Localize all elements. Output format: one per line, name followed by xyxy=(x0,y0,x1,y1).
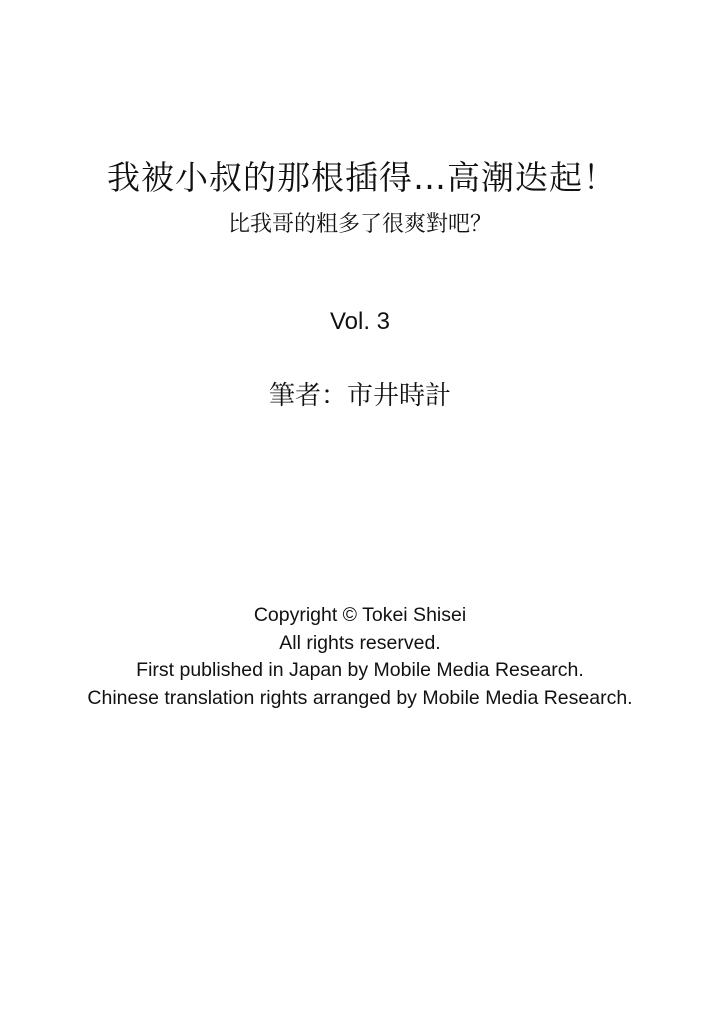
copyright-line: Copyright © Tokei Shisei xyxy=(253,604,467,626)
author-credit: 筆者：市井時計 xyxy=(268,381,451,411)
publication-line: First published in Japan by Mobile Media Research. xyxy=(136,659,584,681)
volume-number: Vol. 3 xyxy=(329,308,391,335)
book-title: 我被小叔的那根插得…高潮迭起！ xyxy=(107,158,617,197)
book-subtitle: 比我哥的粗多了很爽對吧？ xyxy=(227,212,492,237)
rights-line: All rights reserved. xyxy=(279,631,441,654)
translation-rights-line: Chinese translation rights arranged by Mobile Media Research. xyxy=(87,686,633,709)
copyright-notice xyxy=(0,602,720,712)
